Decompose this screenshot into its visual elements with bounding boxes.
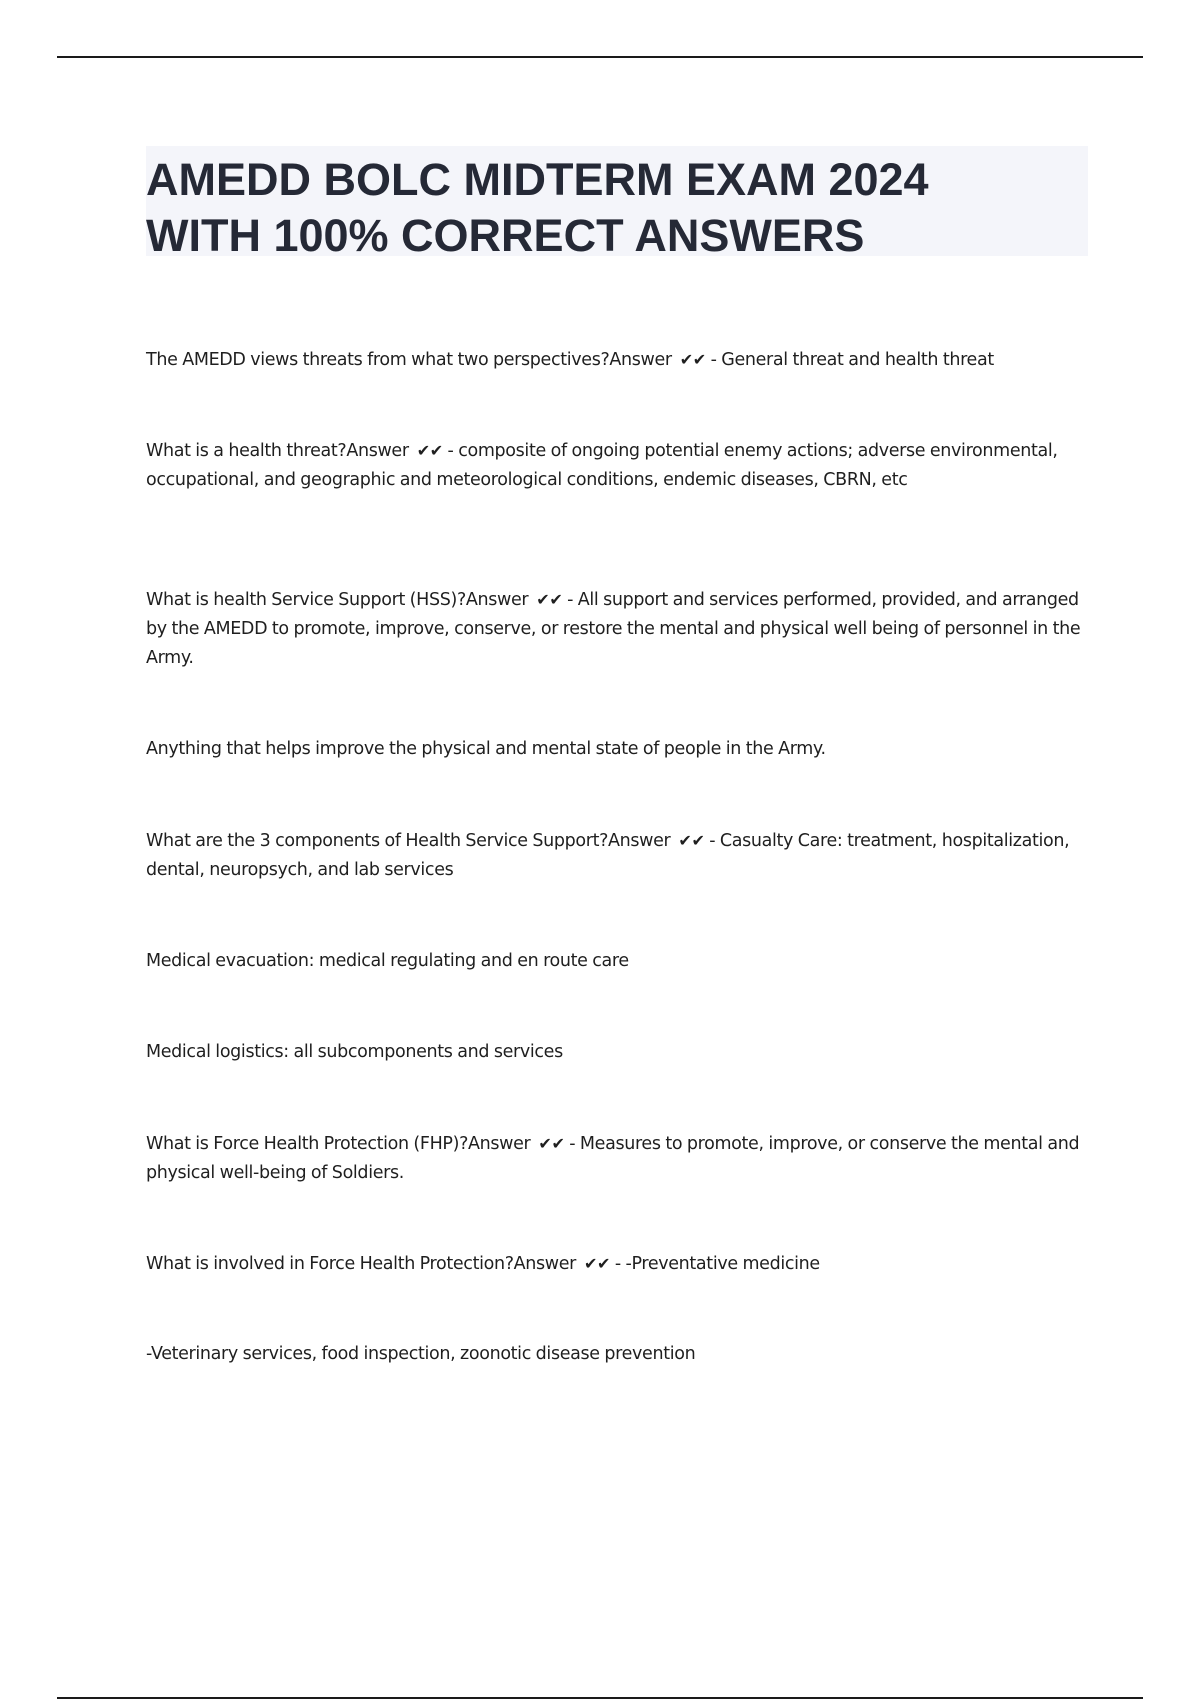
qa-item-8 bbox=[146, 1129, 1088, 1188]
text-item-10 bbox=[146, 1340, 1088, 1369]
answer-text: - composite of ongoing potential enemy actions; adverse environmental, occupational, and geographic and meteorological conditions, endemic diseases, CBRN, etc bbox=[146, 441, 1058, 490]
check-icon: ✔✔ bbox=[538, 1134, 565, 1153]
answer-text: - Measures to promote, improve, or conserve the mental and physical well-being of Soldiers. bbox=[146, 1134, 1080, 1183]
qa-item-9 bbox=[146, 1249, 1088, 1279]
question-text: What are the 3 components of Health Service Support?Answer bbox=[146, 831, 671, 851]
question-text: What is Force Health Protection (FHP)?Answer bbox=[146, 1134, 531, 1154]
title-banner bbox=[146, 146, 1088, 261]
question-text: What is involved in Force Health Protection?Answer bbox=[146, 1254, 576, 1274]
qa-item-3 bbox=[146, 585, 1088, 673]
question-text: What is a health threat?Answer bbox=[146, 441, 409, 461]
qa-item-2 bbox=[146, 436, 1088, 495]
qa-item-1 bbox=[146, 345, 1088, 375]
paragraph-text: -Veterinary services, food inspection, zoonotic disease prevention bbox=[146, 1344, 696, 1364]
answer-text: - All support and services performed, provided, and arranged by the AMEDD to promote, improve, conserve, or restore the mental and physical well being of personnel in the Army. bbox=[146, 590, 1081, 668]
top-rule bbox=[57, 56, 1143, 58]
document-title-line-1: AMEDD BOLC MIDTERM EXAM 2024 bbox=[146, 154, 929, 205]
paragraph-text: Anything that helps improve the physical and mental state of people in the Army. bbox=[146, 739, 826, 759]
check-icon: ✔✔ bbox=[584, 1254, 611, 1273]
document-title-line-2: WITH 100% CORRECT ANSWERS bbox=[146, 210, 865, 261]
question-text: What is health Service Support (HSS)?Answer bbox=[146, 590, 529, 610]
text-item-7 bbox=[146, 1038, 1088, 1067]
check-icon: ✔✔ bbox=[679, 350, 706, 369]
paragraph-text: Medical logistics: all subcomponents and services bbox=[146, 1042, 563, 1062]
check-icon: ✔✔ bbox=[678, 831, 705, 850]
question-text: The AMEDD views threats from what two perspectives?Answer bbox=[146, 350, 672, 370]
paragraph-text: Medical evacuation: medical regulating and en route care bbox=[146, 951, 629, 971]
answer-text: - General threat and health threat bbox=[710, 350, 994, 370]
check-icon: ✔✔ bbox=[536, 590, 563, 609]
bottom-rule bbox=[57, 1697, 1143, 1699]
text-item-6 bbox=[146, 947, 1088, 976]
check-icon: ✔✔ bbox=[416, 441, 443, 460]
text-item-4 bbox=[146, 735, 1088, 764]
answer-text: - -Preventative medicine bbox=[614, 1254, 820, 1274]
qa-item-5 bbox=[146, 826, 1088, 885]
answer-text: - Casualty Care: treatment, hospitalization, dental, neuropsych, and lab services bbox=[146, 831, 1070, 880]
